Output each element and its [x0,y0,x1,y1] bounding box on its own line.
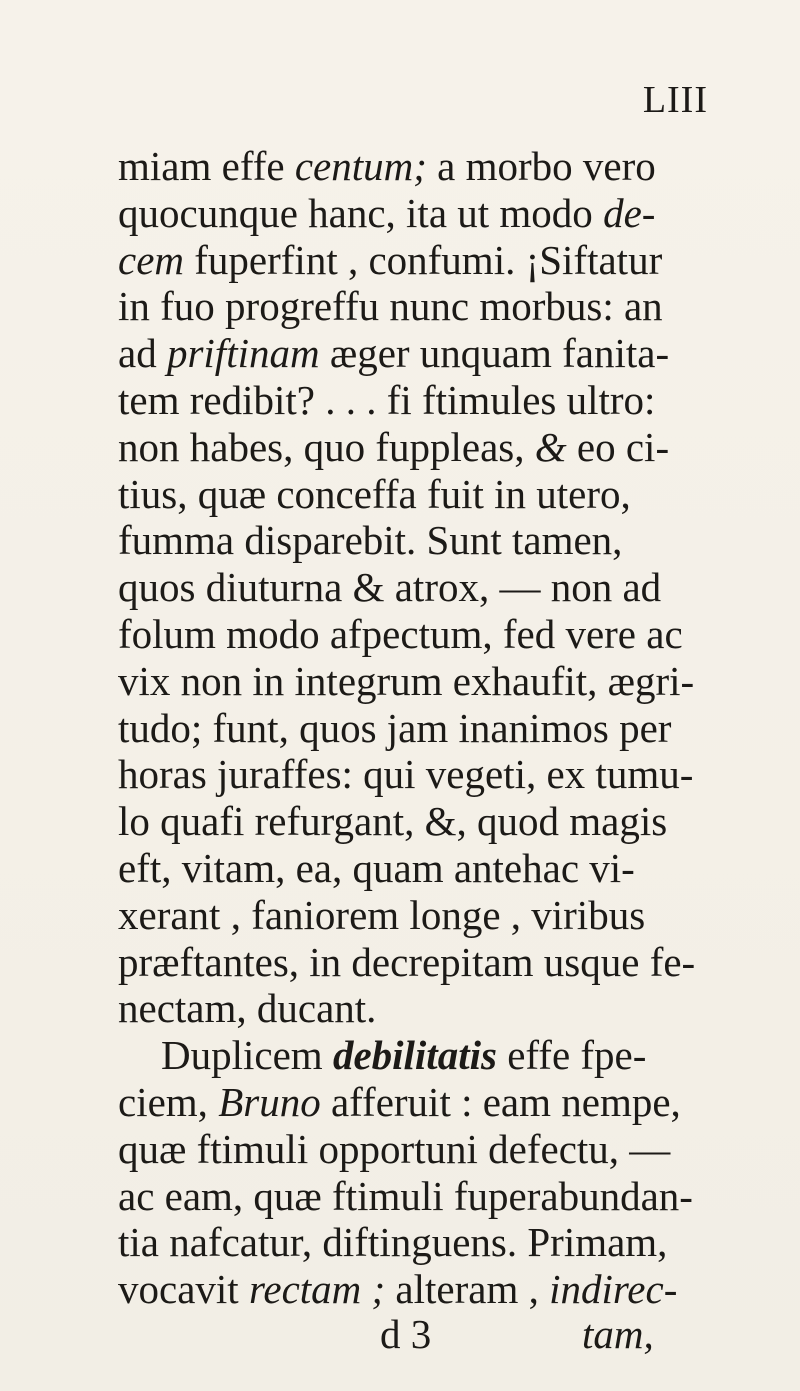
text-segment: de- [603,189,656,236]
text-segment: quæ ftimuli opportuni defectu, — [118,1125,671,1172]
text-segment: afferuit : eam nempe, [320,1079,681,1125]
text-segment: nectam, ducant. [118,985,377,1032]
text-segment: centum; [294,143,427,189]
text-segment: a morbo vero [426,143,656,189]
text-segment: cem [118,236,185,283]
text-segment: vix non in integrum exhaufit, ægri- [118,657,695,704]
text-segment: præftantes, in decrepitam usque fe- [118,938,696,985]
page-number: LIII [642,79,708,121]
text-segment: rectam ; [248,1266,386,1313]
text-segment: non habes, quo fuppleas, [118,423,535,470]
text-segment: xerant , faniorem longe , viribus [118,891,646,938]
text-segment: fumma disparebit. Sunt tamen, [118,517,623,564]
text-segment: ad [118,330,167,377]
catchword: tam, [582,1311,654,1357]
text-segment: effe fpe- [496,1032,647,1079]
text-segment: folum modo afpectum, fed vere ac [118,611,683,657]
text-segment: indirec- [549,1266,678,1313]
text-segment: eo ci- [566,423,670,470]
text-segment: æger unquam fanita- [319,330,670,377]
text-segment: fuperfint , confumi. ¡Siftatur [184,236,663,283]
text-segment: alteram , [385,1266,550,1313]
text-segment: tem redibit? . . . fi ftimules ultro: [118,377,656,423]
text-segment: tius, quæ conceffa fuit in utero, [118,470,631,517]
text-segment: quocunque hanc, ita ut modo [118,189,604,236]
text-segment: in fuo progreffu nunc morbus: an [118,283,663,330]
body-text [0,138,800,1378]
text-segment: & [534,423,567,470]
text-segment: tudo; funt, quos jam inanimos per [118,704,672,751]
text-segment: priftinam [166,330,320,377]
text-segment: quos diuturna & atrox, — non ad [118,564,662,611]
text-segment: eft, vitam, ea, quam antehac vi- [118,845,635,891]
text-segment: debilitatis [332,1032,497,1079]
page-footer [0,1306,800,1362]
text-segment: horas juraffes: qui vegeti, ex tumu- [118,751,694,798]
signature-mark: d 3 [380,1311,432,1357]
text-segment: vocavit [118,1266,249,1313]
text-segment: ac eam, quæ ftimuli fuperabundan- [118,1172,693,1219]
text-segment: tia nafcatur, diftinguens. Primam, [118,1219,668,1266]
text-segment: ciem, [118,1079,219,1125]
text-segment: Bruno [218,1079,321,1125]
text-segment: lo quafi refurgant, &, quod magis [118,798,668,845]
text-segment: Duplicem [120,1032,333,1079]
text-segment: miam effe [118,143,295,189]
